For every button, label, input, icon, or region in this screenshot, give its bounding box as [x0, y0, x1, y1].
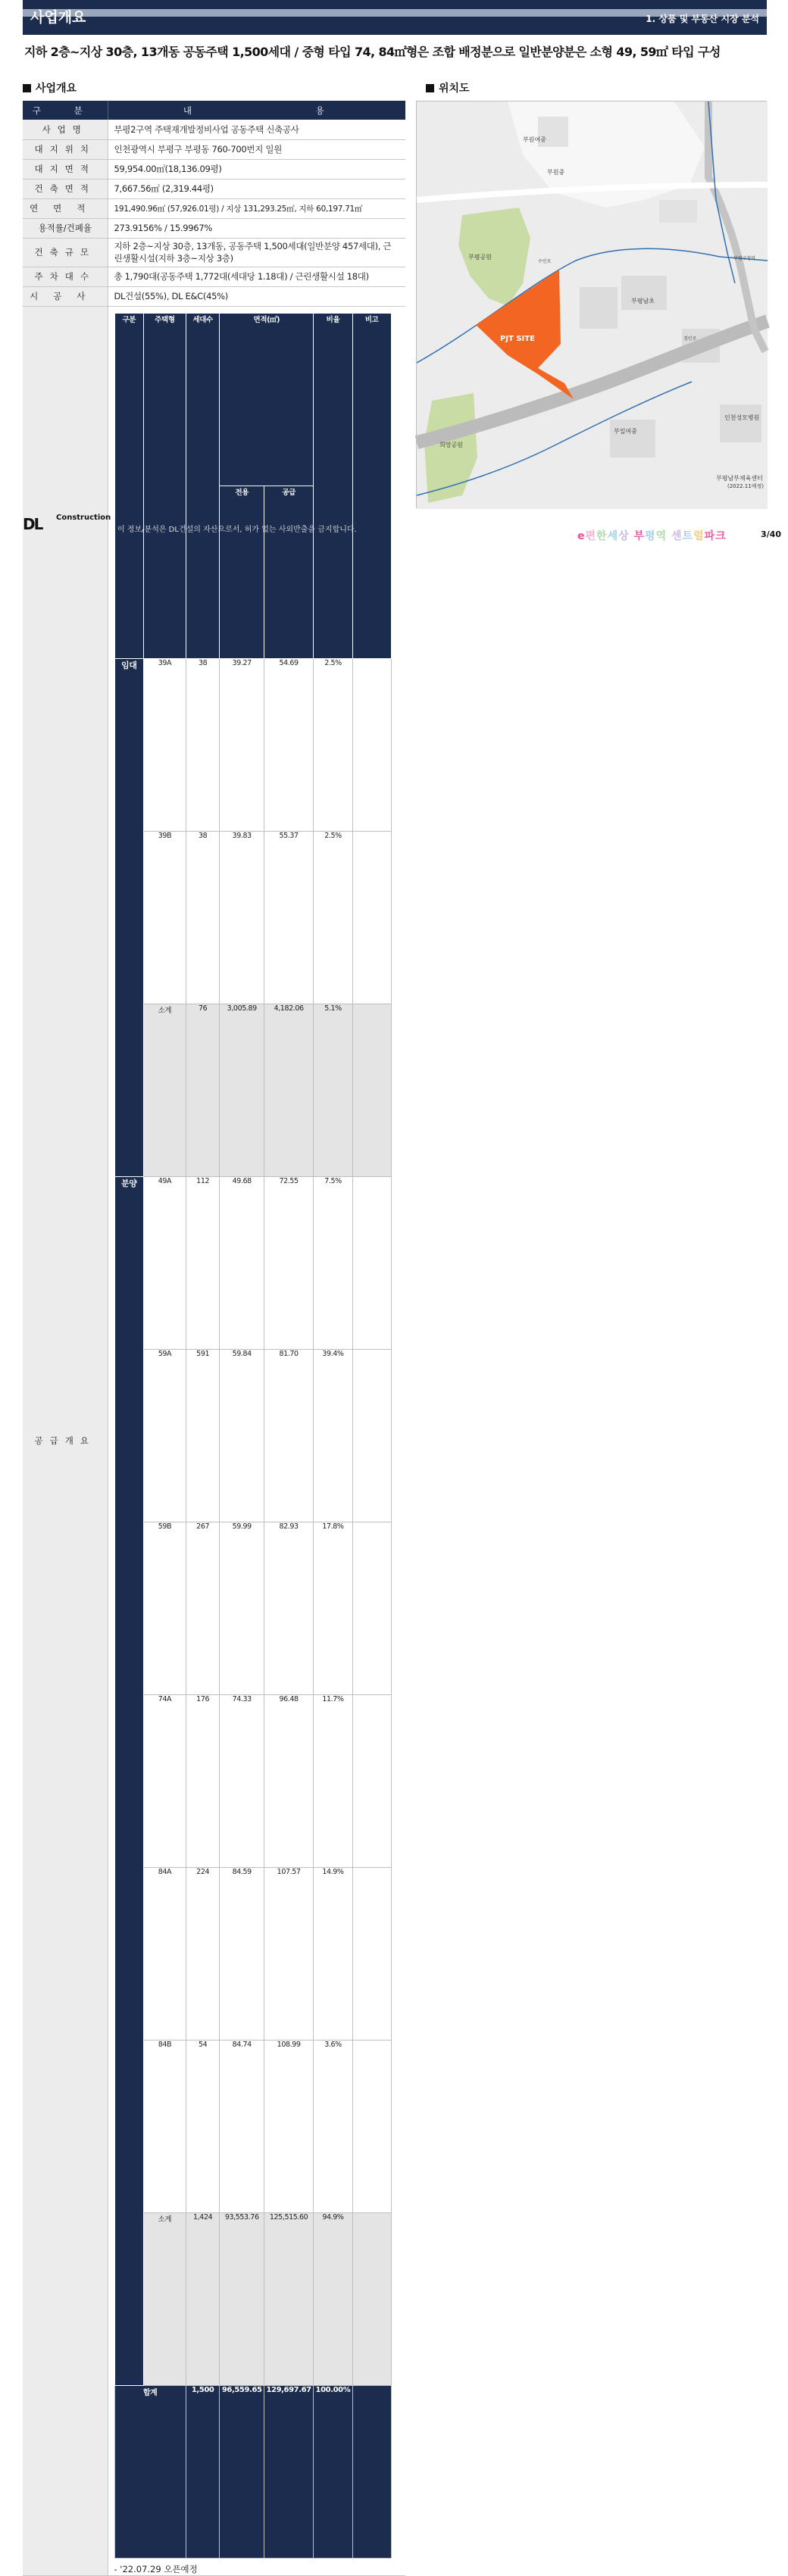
location-title: 위치도: [426, 80, 470, 95]
header-bar: [23, 0, 767, 35]
row-building-area: 건축면적 7,667.56㎡ (2,319.44평): [23, 179, 405, 198]
logo-word: Construction: [56, 514, 111, 522]
table-row: 소계 1,424 93,553.76 125,515.60 94.9%: [114, 2212, 391, 2385]
row-total-floor-area: 연면적 191,490.96㎡ (57,926.01평) / 지상 131,293.25㎡, 지하 60,197.71㎡: [23, 198, 405, 218]
row-site-area: 대지면적 59,954.00㎡(18,136.09평): [23, 159, 405, 179]
map-canvas: [417, 101, 768, 509]
map-block: [659, 200, 697, 223]
square-bullet-icon: [426, 84, 434, 92]
brand-name: e편한세상 부평역 센트럴파크: [577, 530, 727, 542]
head-label: 구 분: [23, 101, 108, 120]
map-label-park: 부평공원: [468, 254, 492, 261]
table-row: 84A 224 84.59 107.57 14.9%: [114, 1867, 391, 2040]
row-contractor: 시공사 DL건설(55%), DL E&C(45%): [23, 286, 405, 306]
table-row: 59A 591 59.84 81.70 39.4%: [114, 1349, 391, 1522]
page-title: 사업개요: [30, 9, 86, 26]
map-label-road1: 경인로: [683, 336, 697, 342]
logo-mark: DL: [23, 515, 42, 533]
headline: 지하 2층~지상 30층, 13개동 공동주택 1,500세대 / 중형 타입 74, 84㎡형은 조합 배정분으로 일반분양분은 소형 49, 59㎡ 타입 구성: [24, 45, 721, 59]
table-row: 74A 176 74.33 96.48 11.7%: [114, 1694, 391, 1867]
map-label-hospital: 인천성모병원: [724, 414, 760, 421]
map-block: [720, 404, 761, 442]
map-label-sports-center-note: (2022.11예정): [727, 483, 764, 489]
map-block: [580, 287, 618, 329]
table-row: 59B 267 59.99 82.93 17.8%: [114, 1522, 391, 1694]
map-label-road2: 수인로: [538, 259, 552, 264]
map-label-girls-middle: 부일여중: [614, 428, 637, 435]
map-label-middle-school: 부원여중: [523, 136, 546, 143]
overview-table: [23, 101, 405, 2576]
map-label-hope-park: 희망공원: [439, 442, 463, 448]
supply-table: 구분 주택형 세대수 면적(㎡) 비율 비고 전용 공급 임대 39A 38 39.27 54.69 2.5% 39B 38 39.83 55.37 2.5% 소계 76 3,005.89 4,182.06 5.1% 분양 49A 112 49.68 72.55 7.5% 59A 591 59.84 81.70 39.4% 59B 267 59.99 82.93 17.8% 74A 176 74.33 96.48 11.7% 84A 224 84.59 107.57 14.9% 84B 54 84.74 108.99 3.6% 소계 1,424 93,553.76 125,515.60 94.9% 합계 1,500 96,559.65 129,697.67 100.00%: [114, 313, 392, 2559]
disclaimer: 이 정보/분석은 DL건설의 자산으로서, 허가 없는 사외반출을 금지합니다.: [117, 526, 357, 534]
table-row: 소계 76 3,005.89 4,182.06 5.1%: [114, 1004, 391, 1176]
table-row: 84B 54 84.74 108.99 3.6%: [114, 2040, 391, 2212]
map-label-station: 부평구청역: [733, 256, 755, 261]
map-block: [610, 420, 655, 457]
section-title: 1. 상품 및 부동산 시장 분석: [646, 14, 759, 24]
head-value: 내 용: [108, 101, 405, 120]
table-row: 39B 38 39.83 55.37 2.5%: [114, 831, 391, 1004]
location-map: [416, 101, 767, 508]
map-label-sports-center: 부평남부체육센터: [716, 475, 763, 482]
overview-title: 사업개요: [23, 80, 77, 95]
row-project-name: 사업명 부평2구역 주택재개발정비사업 공동주택 신축공사: [23, 120, 405, 139]
overview-head-row: [23, 101, 405, 120]
row-ratios: 용적률/건폐율 273.9156% / 15.9967%: [23, 218, 405, 238]
table-row: 분양 49A 112 49.68 72.55 7.5%: [114, 1176, 391, 1349]
row-site-location: 대지위치 인천광역시 부평구 부평동 760-700번지 일원: [23, 139, 405, 159]
map-label-site: PJT SITE: [500, 335, 535, 343]
row-parking: 주차대수 총 1,790대(공동주택 1,772대(세대당 1.18대) / 근린생활시설 18대): [23, 267, 405, 286]
map-label-middle-school2: 부원중: [547, 169, 565, 176]
total-row: 합계 1,500 96,559.65 129,697.67 100.00%: [114, 2385, 391, 2558]
row-building-scale: 건축규모 지하 2층~지상 30층, 13개동, 공동주택 1,500세대(일반분양 457세대), 근린생활시설(지하 3층~지상 3층): [23, 238, 405, 267]
page-number: 3/40: [761, 529, 781, 539]
row-supply: 공급개요 구분 주택형 세대수 면적(㎡) 비율 비고 전용 공급 임대 39A 38 39.27 54.69 2.5% 39B 38 39.83 55.37 2.5% 소계 76 3,005.89 4,182.06 5.1% 분양 49A 112 49.68 72.55 7.5% 59A 591 59.84 81.70 39.4% 59B 267 59.99 82.93 17.8% 74A 176 74.33 96.48 11.7% 84A 224 84.59 107.57 14.9% 84B 54 84.74 108.99 3.6% 소계 1,424 93,553.76 125,515.60 94.9% 합계 1,500 96,559.65 129,697.67 100.00% - '22.07.29 오픈예정: [23, 306, 405, 2575]
map-label-elementary: 부평남초: [631, 298, 655, 304]
table-row: 임대 39A 38 39.27 54.69 2.5%: [114, 658, 391, 831]
open-date-note: - '22.07.29 오픈예정: [114, 2563, 198, 2574]
square-bullet-icon: [23, 84, 31, 92]
